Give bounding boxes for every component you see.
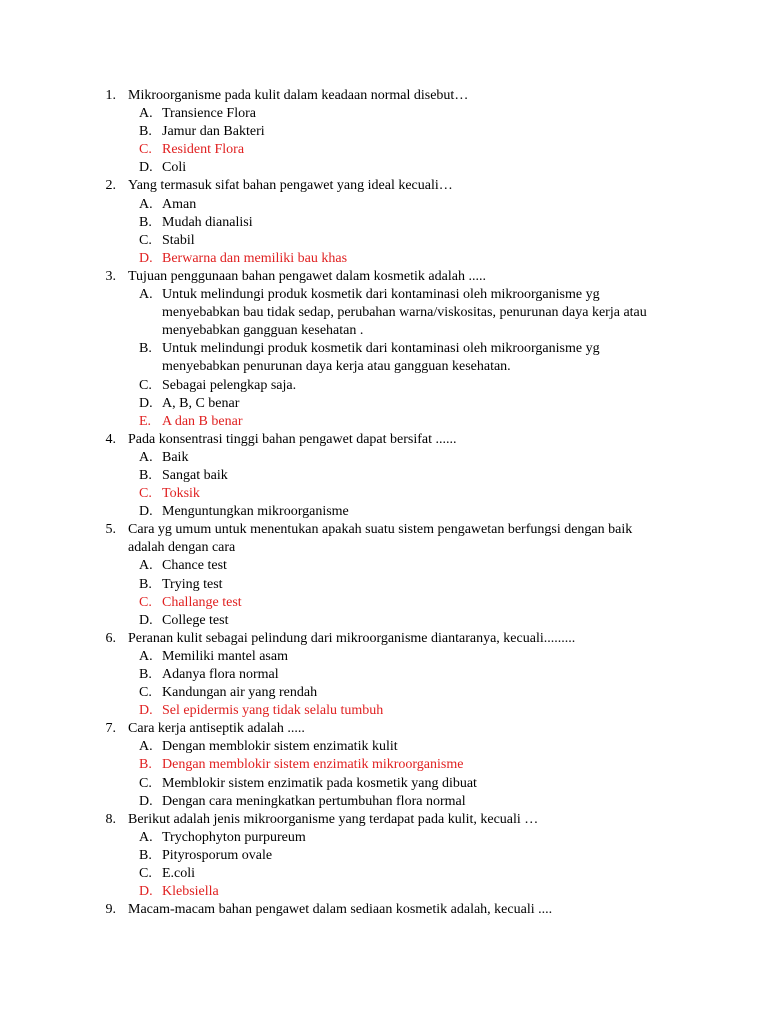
option-text: Memiliki mantel asam <box>162 648 288 664</box>
option-text: Untuk melindungi produk kosmetik dari kontaminasi oleh mikroorganisme yg menyebabkan penurunan daya kerja atau gangguan kesehatan. <box>162 341 600 375</box>
question-item <box>0 521 768 630</box>
option-text: College test <box>162 612 229 628</box>
question-row <box>0 720 768 738</box>
answer-option <box>0 196 768 214</box>
option-letter: A. <box>139 739 153 755</box>
option-letter: B. <box>139 214 152 230</box>
option-text: Mudah dianalisi <box>162 214 253 230</box>
question-row <box>0 177 768 195</box>
question-item <box>0 630 768 720</box>
answer-option <box>0 377 768 395</box>
option-letter: B. <box>139 667 152 682</box>
question-text: Cara yg umum untuk menentukan apakah suatu sistem pengawetan berfungsi dengan baik adalah dengan cara <box>128 522 633 556</box>
question-number: 7. <box>105 721 116 737</box>
question-number: 3. <box>105 268 116 284</box>
option-text: Sangat baik <box>162 467 228 483</box>
option-letter: B. <box>139 467 152 483</box>
option-text: Klebsiella <box>162 884 219 900</box>
option-letter: E. <box>139 413 152 429</box>
option-letter: A. <box>139 196 153 212</box>
option-letter: B. <box>139 847 152 863</box>
option-text: Sebagai pelengkap saja. <box>162 377 297 393</box>
question-text: Mikroorganisme pada kulit dalam keadaan normal disebut… <box>128 88 469 103</box>
option-text: E.coli <box>162 866 196 882</box>
question-item <box>0 811 768 901</box>
question-row <box>0 431 768 449</box>
answer-option <box>0 503 768 521</box>
option-letter: C. <box>139 486 152 502</box>
option-letter: C. <box>139 377 152 393</box>
answer-option <box>0 648 768 666</box>
option-text: Menguntungkan mikroorganisme <box>162 504 349 520</box>
option-text: Trychophyton purpureum <box>162 829 306 845</box>
option-letter: D. <box>139 612 153 628</box>
question-number: 1. <box>105 88 116 103</box>
question-item <box>0 431 768 521</box>
option-letter: D. <box>139 160 153 176</box>
question-list <box>0 87 768 919</box>
answer-option-correct <box>0 141 768 159</box>
question-item <box>0 268 768 431</box>
option-text: Adanya flora normal <box>162 667 279 682</box>
question-text: Berikut adalah jenis mikroorganisme yang terdapat pada kulit, kecuali … <box>128 811 539 827</box>
answer-option <box>0 467 768 485</box>
option-text: Berwarna dan memiliki bau khas <box>162 250 348 266</box>
option-letter: B. <box>139 576 152 592</box>
option-letter: A. <box>139 558 153 574</box>
option-text: A, B, C benar <box>162 395 240 411</box>
option-text: Challange test <box>162 594 242 610</box>
answer-option <box>0 232 768 250</box>
answer-option <box>0 123 768 141</box>
option-letter: A. <box>139 106 153 122</box>
answer-option <box>0 557 768 575</box>
question-row <box>0 521 768 557</box>
question-text: Pada konsentrasi tinggi bahan pengawet dapat bersifat ...... <box>128 431 457 447</box>
answer-option <box>0 395 768 413</box>
option-letter: D. <box>139 884 153 900</box>
option-letter: B. <box>139 341 152 357</box>
question-item <box>0 901 768 919</box>
question-number: 4. <box>105 431 116 447</box>
answer-option-correct <box>0 413 768 431</box>
option-letter: A. <box>139 648 153 664</box>
answer-option <box>0 865 768 883</box>
option-letter: C. <box>139 142 152 158</box>
question-text: Macam-macam bahan pengawet dalam sediaan kosmetik adalah, kecuali .... <box>128 902 553 918</box>
option-letter: D. <box>139 504 153 520</box>
option-text: Sel epidermis yang tidak selalu tumbuh <box>162 703 384 719</box>
answer-option <box>0 829 768 847</box>
question-row <box>0 630 768 648</box>
question-item <box>0 177 768 267</box>
question-item <box>0 87 768 177</box>
answer-option <box>0 666 768 684</box>
option-text: Chance test <box>162 558 227 574</box>
option-letter: A. <box>139 287 153 303</box>
answer-option <box>0 775 768 793</box>
option-text: Resident Flora <box>162 142 245 158</box>
option-text: Coli <box>162 160 187 176</box>
answer-option-correct <box>0 485 768 503</box>
option-letter: D. <box>139 250 153 266</box>
question-row <box>0 811 768 829</box>
option-letter: D. <box>139 395 153 411</box>
option-letter: C. <box>139 775 152 791</box>
answer-option-correct <box>0 756 768 774</box>
option-text: Jamur dan Bakteri <box>162 124 265 140</box>
option-text: Memblokir sistem enzimatik pada kosmetik yang dibuat <box>162 775 477 791</box>
option-letter: A. <box>139 449 153 465</box>
question-row <box>0 87 768 105</box>
question-row <box>0 901 768 919</box>
question-number: 8. <box>105 811 116 827</box>
answer-option <box>0 847 768 865</box>
option-letter: B. <box>139 124 152 140</box>
option-text: Dengan cara meningkatkan pertumbuhan flora normal <box>162 793 466 809</box>
answer-option <box>0 449 768 467</box>
option-text: Stabil <box>162 232 195 248</box>
option-text: Pityrosporum ovale <box>162 847 273 863</box>
question-item <box>0 720 768 810</box>
question-number: 6. <box>105 630 116 646</box>
option-letter: B. <box>139 757 152 773</box>
answer-option-correct <box>0 250 768 268</box>
question-number: 2. <box>105 178 116 194</box>
answer-option <box>0 684 768 702</box>
answer-option <box>0 159 768 177</box>
question-text: Tujuan penggunaan bahan pengawet dalam kosmetik adalah ..... <box>128 268 486 284</box>
option-text: Trying test <box>162 576 223 592</box>
option-text: Dengan memblokir sistem enzimatik kulit <box>162 739 398 755</box>
answer-option <box>0 286 768 340</box>
option-letter: A. <box>139 829 153 845</box>
option-letter: C. <box>139 594 152 610</box>
answer-option <box>0 340 768 376</box>
answer-option <box>0 738 768 756</box>
option-letter: C. <box>139 866 152 882</box>
answer-option <box>0 576 768 594</box>
option-text: Aman <box>162 196 197 212</box>
option-text: Untuk melindungi produk kosmetik dari kontaminasi oleh mikroorganisme yg menyebabkan bau tidak sedap, perubahan warna/viskositas, penurunan daya kerja atau menyebabkan gangguan kesehatan . <box>162 287 647 339</box>
option-letter: C. <box>139 232 152 248</box>
option-text: A dan B benar <box>162 413 243 429</box>
option-letter: D. <box>139 793 153 809</box>
answer-option <box>0 793 768 811</box>
question-text: Yang termasuk sifat bahan pengawet yang ideal kecuali… <box>128 178 453 194</box>
option-text: Kandungan air yang rendah <box>162 685 318 701</box>
answer-option <box>0 105 768 123</box>
option-letter: C. <box>139 685 152 701</box>
answer-option-correct <box>0 883 768 901</box>
answer-option-correct <box>0 702 768 720</box>
answer-option <box>0 214 768 232</box>
question-text: Peranan kulit sebagai pelindung dari mikroorganisme diantaranya, kecuali......... <box>128 630 576 646</box>
option-text: Baik <box>162 449 189 465</box>
option-text: Toksik <box>162 486 200 502</box>
answer-option-correct <box>0 594 768 612</box>
answer-option <box>0 612 768 630</box>
question-text: Cara kerja antiseptik adalah ..... <box>128 721 305 737</box>
option-text: Dengan memblokir sistem enzimatik mikroorganisme <box>162 757 464 773</box>
question-number: 5. <box>105 522 116 538</box>
question-row <box>0 268 768 286</box>
option-text: Transience Flora <box>162 106 256 122</box>
question-number: 9. <box>105 902 116 918</box>
option-letter: D. <box>139 703 153 719</box>
